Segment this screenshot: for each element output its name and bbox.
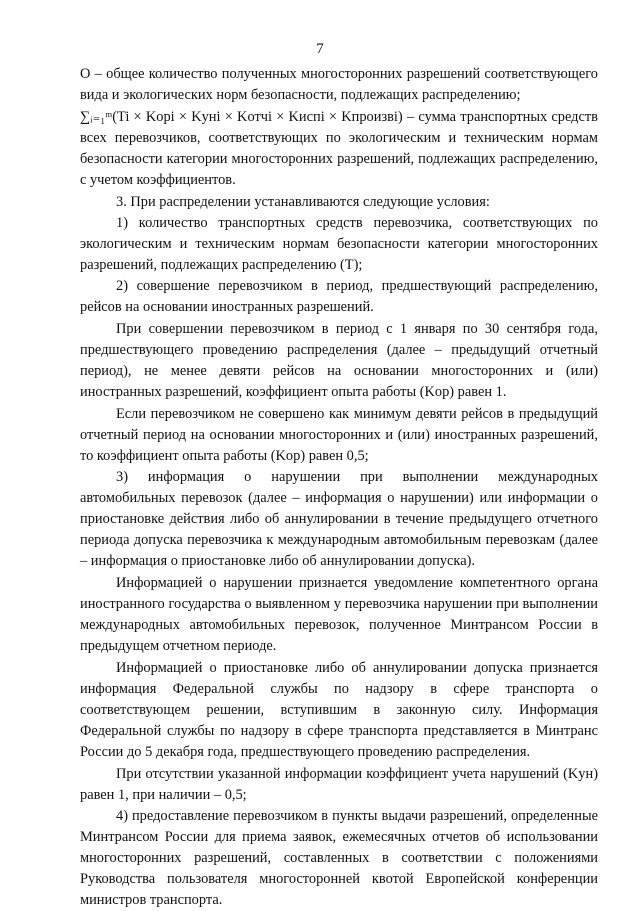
paragraph-4: 1) количество транспортных средств перевозчика, соответствующих по экологическим и техническим нормам безопасности категории многосторонних разрешений, подлежащих распределению (T); [80, 215, 598, 273]
paragraph-8: 3) информация о нарушении при выполнении международных автомобильных перевозок (далее – информация о нарушении) или информации о приостановке действия либо об аннулировании в течение предыдущего отчетного периода допуска перевозчика к международным автомобильным перевозкам (далее – информация о приостановке либо об аннулировании допуска). [80, 469, 598, 569]
paragraph-7: Если перевозчиком не совершено как минимум девяти рейсов в предыдущий отчетный период на основании многосторонних и (или) иностранных разрешений, то коэффициент опыта работы (Kор) равен 0,5; [80, 406, 598, 464]
document-body [80, 64, 598, 911]
paragraph-9: Информацией о нарушении признается уведомление компетентного органа иностранного государства о выявленном у перевозчика нарушении при выполнении международных автомобильных перевозок, полученное Минтрансом России в предыдущем отчетном периоде. [80, 575, 598, 654]
paragraph-5: 2) совершение перевозчиком в период, предшествующий распределению, рейсов на основании иностранных разрешений. [80, 278, 598, 315]
sum-description: – сумма транспортных средств всех перевозчиков, соответствующих по экологическим и техническим нормам безопасности категории многосторонних разрешений, подлежащих распределению, с учетом коэффициентов. [80, 109, 598, 188]
paragraph-2 [80, 107, 598, 191]
paragraph-3: 3. При распределении устанавливаются следующие условия: [116, 194, 490, 210]
page-number: 7 [316, 41, 324, 57]
paragraph-10: Информацией о приостановке либо об аннулировании допуска признается информация Федеральной службы по надзору в сфере транспорта о соответствующем решении, вступившим в законную силу. Информация Федеральной службы по надзору в сфере транспорта представляется в Минтранс России до 5 декабря года, предшествующего проведению распределения. [80, 660, 598, 760]
paragraph-6: При совершении перевозчиком в период с 1 января по 30 сентября года, предшествующего проведению распределения (далее – предыдущий отчетный период), не менее девяти рейсов на основании многосторонних и (или) иностранных разрешений, коэффициент опыта работы (Kор) равен 1. [80, 321, 598, 400]
sum-formula: ∑ᵢ₌₁ᵐ(Ti × Kорi × Kуні × Kотчi × Kиспi × Kпроизвi) [80, 109, 403, 125]
paragraph-11: При отсутствии указанной информации коэффициент учета нарушений (Kун) равен 1, при наличии – 0,5; [80, 766, 598, 803]
paragraph-1: O – общее количество полученных многосторонних разрешений соответствующего вида и экологических норм безопасности, подлежащих распределению; [80, 66, 598, 103]
paragraph-12: 4) предоставление перевозчиком в пункты выдачи разрешений, определенные Минтрансом России для приема заявок, ежемесячных отчетов об использовании многосторонних разрешений, составленных в соответствии с положениями Руководства пользователя многосторонней квотой Европейской конференции министров транспорта. [80, 808, 598, 908]
